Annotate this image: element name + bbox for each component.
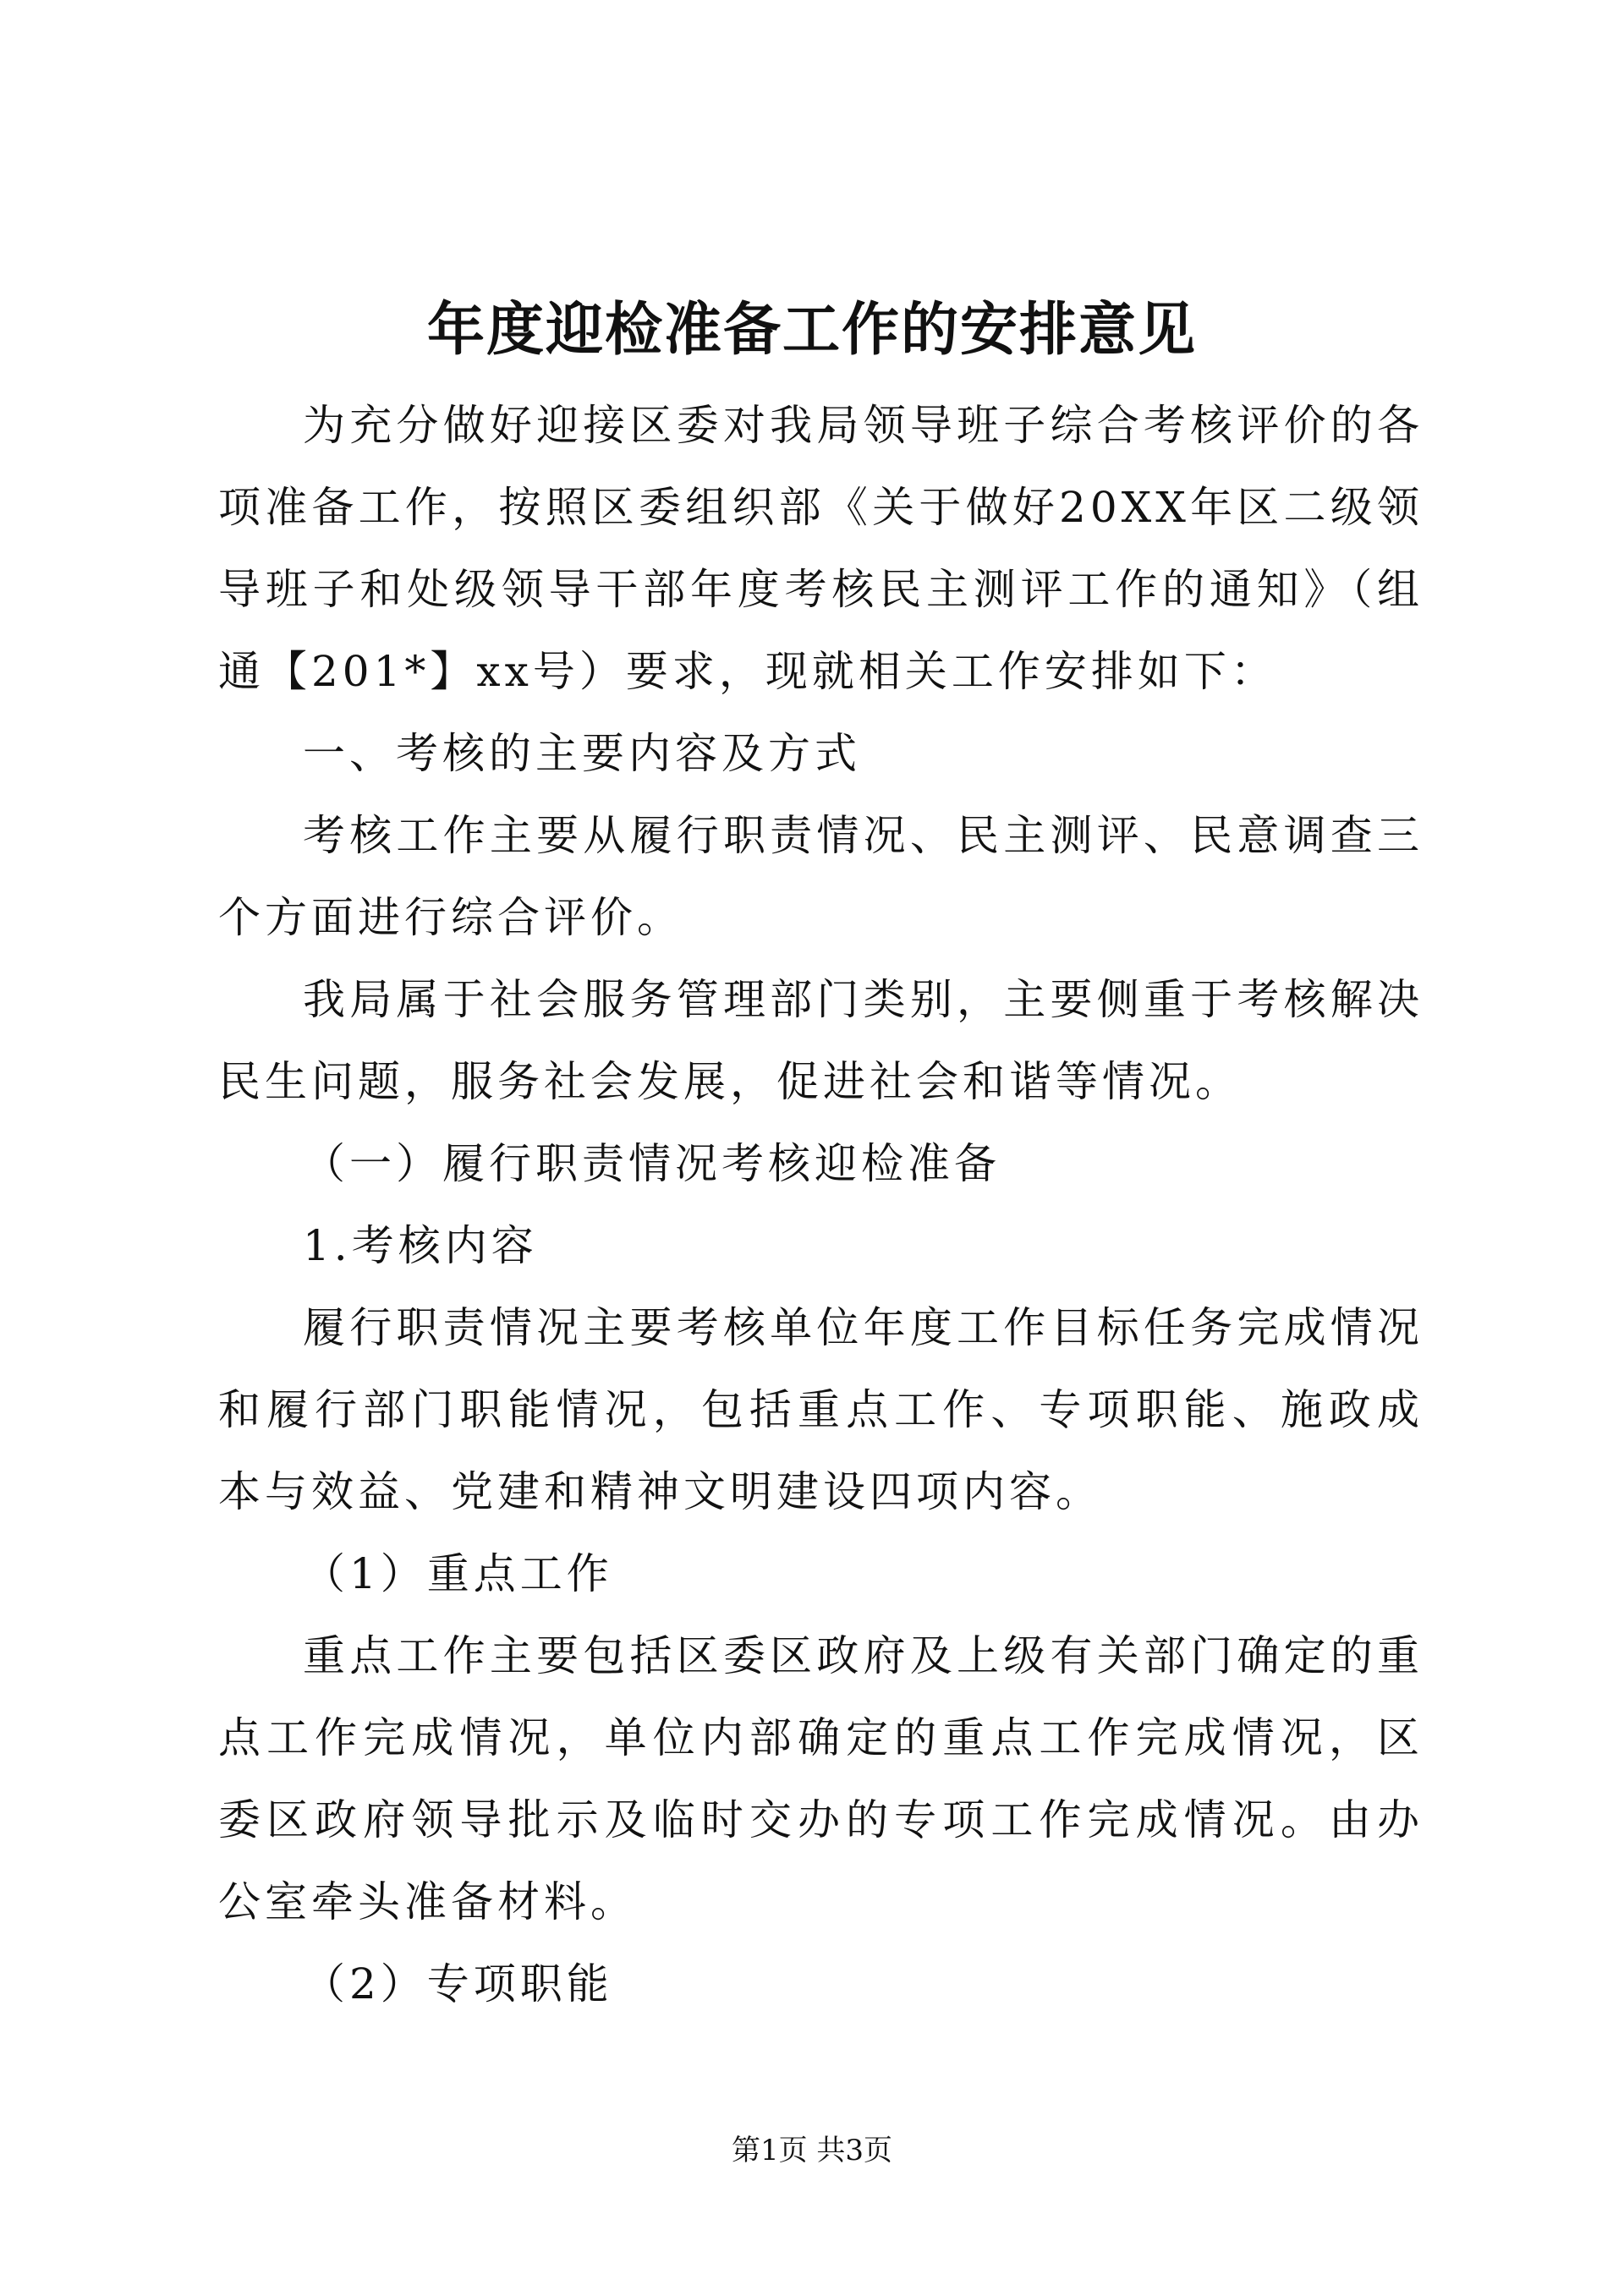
heading-item-1: 1.考核内容 (303, 1221, 538, 1270)
document-title: 年度迎检准备工作的安排意见 (426, 296, 1197, 364)
paragraph-key-work: 重点工作主要包括区委区政府及上级有关部门确定的重点工作完成情况，单位内部确定的重点工作完成情况，区委区政府领导批示及临时交办的专项工作完成情况。由办公室牵头准备材料。 (218, 1631, 1424, 1926)
paragraph-intro: 为充分做好迎接区委对我局领导班子综合考核评价的各项准备工作，按照区委组织部《关于做好20XX年区二级领导班子和处级领导干部年度考核民主测评工作的通知》（组通【201*】xx号）要求，现就相关工作安排如下： (218, 401, 1424, 696)
paragraph-assessment-aspects: 考核工作主要从履行职责情况、民主测评、民意调查三个方面进行综合评价。 (218, 811, 1424, 942)
paragraph-department-category: 我局属于社会服务管理部门类别，主要侧重于考核解决民生问题，服务社会发展，促进社会和谐等情况。 (218, 975, 1424, 1106)
heading-special-functions: （2）专项职能 (303, 1959, 613, 2008)
heading-subsection-1: （一）履行职责情况考核迎检准备 (303, 1139, 1001, 1188)
paragraph-duty-content: 履行职责情况主要考核单位年度工作目标任务完成情况和履行部门职能情况，包括重点工作、专项职能、施政成本与效益、党建和精神文明建设四项内容。 (218, 1303, 1424, 1516)
heading-section-1: 一、考核的主要内容及方式 (303, 729, 861, 778)
heading-key-work: （1）重点工作 (303, 1549, 613, 1598)
document-body (218, 385, 1424, 2025)
page-footer: 第1页 共3页 (731, 2134, 893, 2167)
